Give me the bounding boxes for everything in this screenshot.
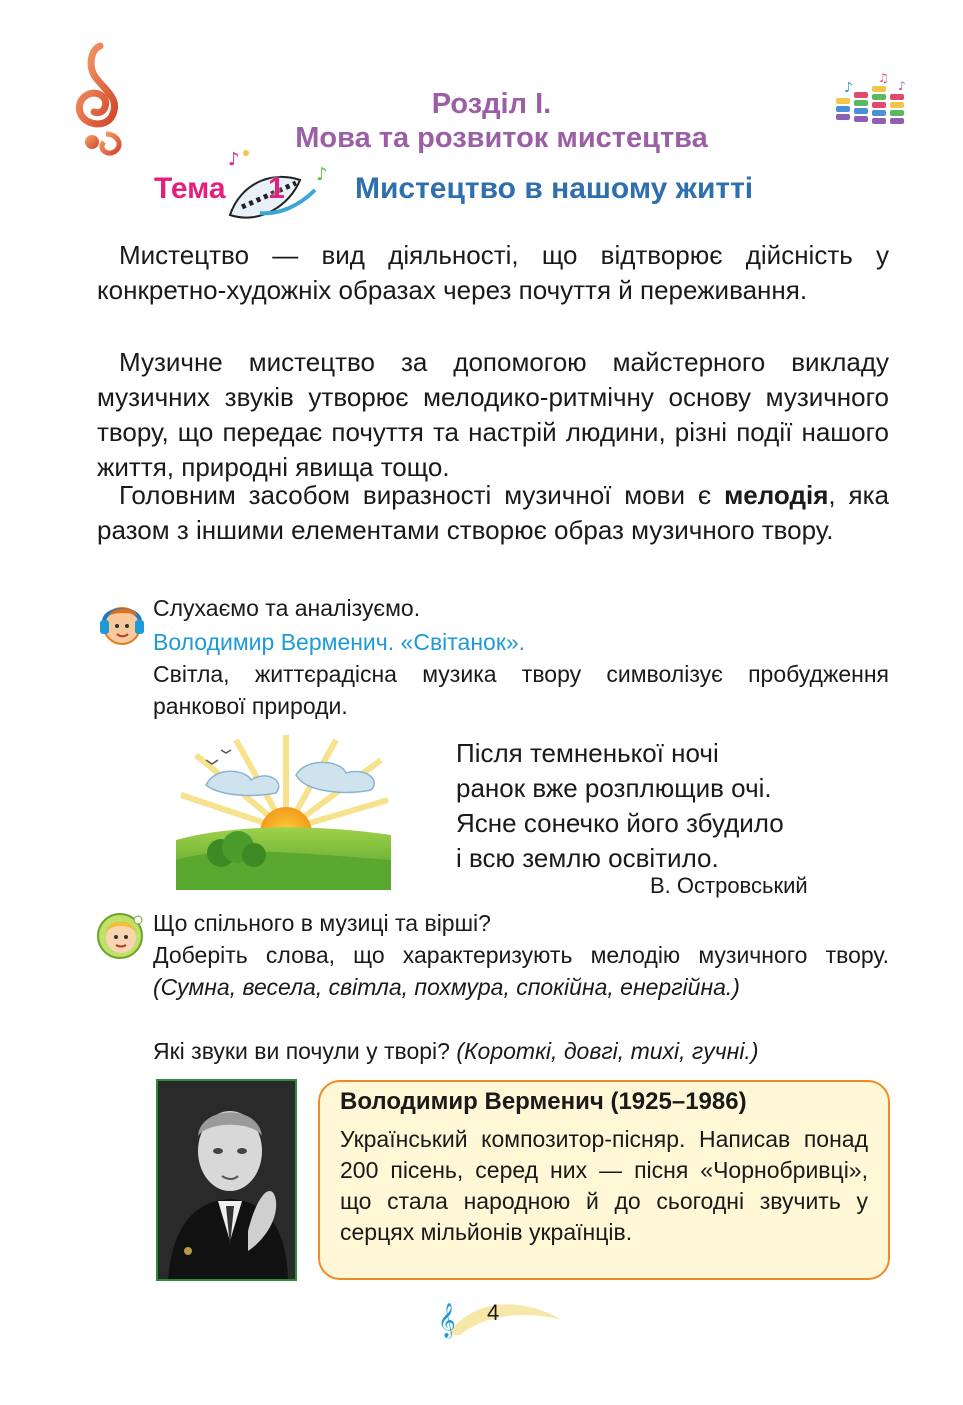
- paragraph-melody: Головним засобом виразності музичної мови є мелодія, яка разом з іншими елементами створює образ музичного твору.: [97, 480, 889, 545]
- topic-number: 1: [268, 172, 285, 205]
- poem: [456, 736, 784, 876]
- composer-title: Володимир Верменич (1925–1986): [340, 1088, 747, 1115]
- thinking-child-icon: [94, 910, 146, 960]
- question-common: Що спільного в музиці та вірші?: [153, 910, 491, 936]
- listening-work: Володимир Верменич. «Світанок».: [153, 629, 526, 655]
- sunrise-picture: [176, 735, 391, 890]
- poem-line: Ясне сонечко його збудило: [456, 808, 784, 838]
- question-sounds: Які звуки ви почули у творі? (Короткі, довгі, тихі, гучні.): [153, 1038, 759, 1064]
- question-melody-words: Доберіть слова, що характеризують мелодію музичного твору. (Сумна, весела, світла, похмура, спокійна, енергійна.): [153, 942, 889, 1000]
- svg-text:𝄞: 𝄞: [438, 1303, 456, 1338]
- melody-term: мелодія: [724, 480, 829, 510]
- svg-text:♪: ♪: [844, 80, 853, 96]
- composer-portrait: [156, 1079, 297, 1281]
- listening-description: Світла, життєрадісна музика твору символізує пробудження ранкової природи.: [153, 661, 889, 719]
- composer-bio: Український композитор-пісняр. Написав понад 200 пісень, серед них — пісня «Чорнобривці», що стала народною й до сьогодні звучить у серцях мільйонів українців.: [340, 1126, 868, 1245]
- poem-line: ранок вже розплющив очі.: [456, 773, 772, 803]
- poem-line: Після темненької ночі: [456, 738, 719, 768]
- paragraph-music-art: Музичне мистецтво за допомогою майстерного викладу музичних звуків утворює мелодико-ритмічну основу музичного твору, що передає почуття та настрій людини, різні події нашого життя, природні явища тощо.: [97, 347, 889, 482]
- section-title: Мова та розвиток мистецтва: [295, 122, 708, 154]
- paragraph-definition: Мистецтво — вид діяльності, що відтворює дійсність у конкретно-художніх образах через почуття й переживання.: [97, 240, 889, 305]
- svg-text:♪: ♪: [316, 164, 328, 185]
- svg-text:♪: ♪: [228, 149, 240, 170]
- svg-text:♪: ♪: [898, 79, 906, 93]
- svg-text:♫: ♫: [878, 72, 889, 85]
- listening-heading: Слухаємо та аналізуємо.: [153, 595, 421, 621]
- poem-author: В. Островський: [650, 873, 808, 898]
- topic-label: Тема: [154, 172, 226, 205]
- section-label: Розділ І.: [431, 88, 552, 120]
- headphones-child-icon: [94, 602, 146, 648]
- topic-title: Мистецтво в нашому житті: [355, 172, 754, 205]
- poem-line: і всю землю освітило.: [456, 843, 719, 873]
- page-number: 4: [487, 1300, 500, 1325]
